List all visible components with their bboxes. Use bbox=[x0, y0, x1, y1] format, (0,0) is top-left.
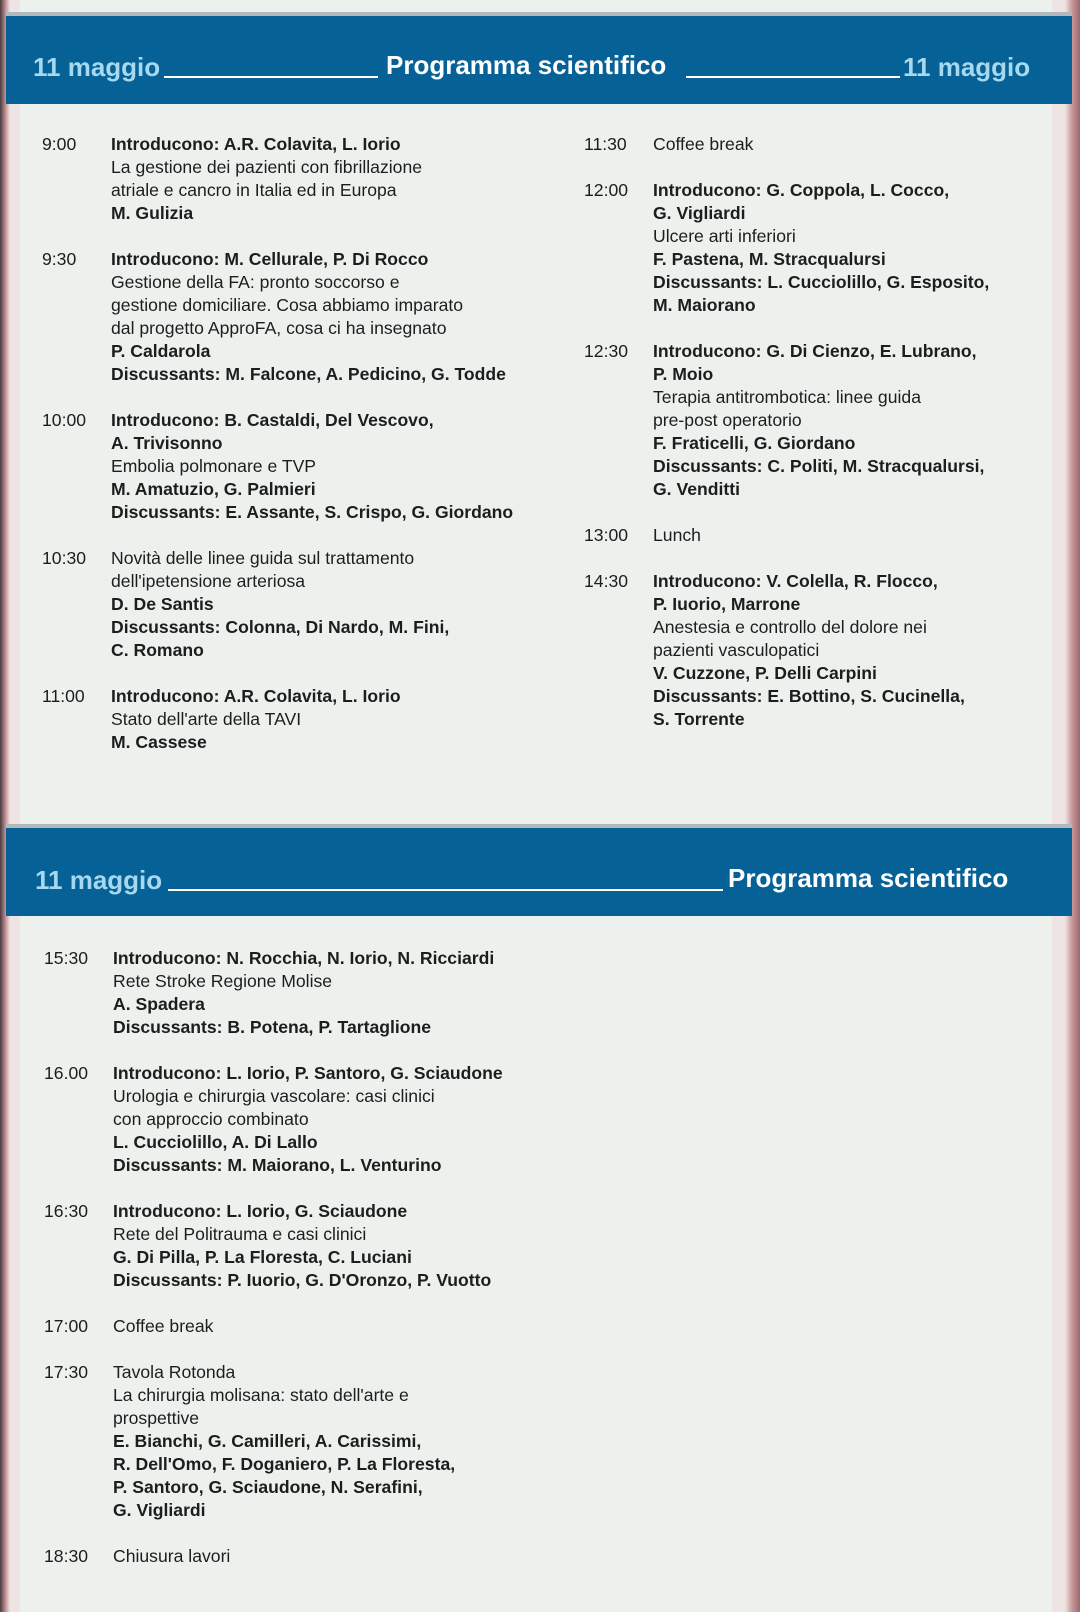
entry-speakers-line: G. Di Pilla, P. La Floresta, C. Luciani bbox=[113, 1247, 412, 1267]
entry-time: 9:00 bbox=[42, 134, 77, 154]
entry-time: 10:30 bbox=[42, 548, 87, 568]
entry-topic-line: La gestione dei pazienti con fibrillazione bbox=[111, 157, 423, 177]
program-page-2 bbox=[20, 832, 1052, 1612]
entry-speakers-line: E. Bianchi, G. Camilleri, A. Carissimi, bbox=[113, 1431, 422, 1451]
entry-body bbox=[111, 248, 562, 386]
entry-time: 17:00 bbox=[44, 1316, 89, 1336]
entry-time: 9:30 bbox=[42, 249, 77, 269]
entry-speakers-line: V. Cuzzone, P. Delli Carpini bbox=[653, 663, 877, 683]
entry-speakers-line: Discussants: Colonna, Di Nardo, M. Fini, bbox=[111, 617, 450, 637]
header-title: Programma scientifico bbox=[386, 50, 667, 80]
schedule-entry bbox=[42, 685, 562, 754]
entry-topic-line: Novità delle linee guida sul trattamento bbox=[111, 548, 415, 568]
schedule-entry bbox=[44, 1200, 584, 1292]
entry-topic-line: dell'ipetensione arteriosa bbox=[111, 571, 306, 591]
entry-speakers-line: P. Iuorio, Marrone bbox=[653, 594, 801, 614]
schedule-entry bbox=[44, 1545, 584, 1568]
entry-time: 11:30 bbox=[584, 134, 627, 154]
entry-speakers-line: Discussants: M. Falcone, A. Pedicino, G. Todde bbox=[111, 364, 506, 384]
schedule-entry bbox=[42, 133, 562, 225]
entry-topic-line: Urologia e chirurgia vascolare: casi clinici bbox=[113, 1086, 435, 1106]
entry-speakers-line: S. Torrente bbox=[653, 709, 745, 729]
entry-speakers-line: F. Pastena, M. Stracqualursi bbox=[653, 249, 886, 269]
entry-body bbox=[113, 1200, 584, 1292]
entry-time: 12:30 bbox=[584, 341, 629, 361]
entry-speakers-line: R. Dell'Omo, F. Doganiero, P. La Floresta, bbox=[113, 1454, 456, 1474]
program-column bbox=[44, 947, 584, 1591]
schedule-entry bbox=[584, 179, 1034, 317]
entry-speakers-line: A. Spadera bbox=[113, 994, 205, 1014]
entry-topic-line: Rete Stroke Regione Molise bbox=[113, 971, 333, 991]
schedule-entry bbox=[44, 1361, 584, 1522]
entry-body bbox=[653, 570, 1034, 731]
header-rule bbox=[168, 889, 723, 891]
entry-body bbox=[653, 340, 1034, 501]
entry-body bbox=[653, 524, 1034, 547]
entry-speakers-line: D. De Santis bbox=[111, 594, 214, 614]
entry-body bbox=[113, 947, 584, 1039]
entry-topic-line: Anestesia e controllo del dolore nei bbox=[653, 617, 927, 637]
schedule-entry bbox=[42, 547, 562, 662]
entry-body bbox=[113, 1545, 584, 1568]
entry-body bbox=[111, 409, 562, 524]
entry-speakers-line: Discussants: P. Iuorio, G. D'Oronzo, P. Vuotto bbox=[113, 1270, 492, 1290]
entry-body bbox=[113, 1062, 584, 1177]
entry-speakers-line: Discussants: C. Politi, M. Stracqualursi, bbox=[653, 456, 985, 476]
schedule-entry bbox=[42, 409, 562, 524]
entry-topic-line: Ulcere arti inferiori bbox=[653, 226, 796, 246]
entry-speakers-line: L. Cucciolillo, A. Di Lallo bbox=[113, 1132, 318, 1152]
schedule-entry bbox=[44, 947, 584, 1039]
entry-topic-line: pre-post operatorio bbox=[653, 410, 802, 430]
entry-topic-line: Rete del Politrauma e casi clinici bbox=[113, 1224, 367, 1244]
entry-time: 14:30 bbox=[584, 571, 629, 591]
header-day-left: 11 maggio bbox=[35, 865, 163, 895]
entry-speakers-line: A. Trivisonno bbox=[111, 433, 223, 453]
entry-topic-line: con approccio combinato bbox=[113, 1109, 309, 1129]
entry-topic-line: gestione domiciliare. Cosa abbiamo imparato bbox=[111, 295, 464, 315]
program-column-right bbox=[584, 133, 1034, 754]
schedule-entry bbox=[584, 133, 1034, 156]
entry-time: 11:00 bbox=[42, 686, 85, 706]
program-column-left bbox=[42, 133, 562, 777]
entry-speakers-line: Introducono: A.R. Colavita, L. Iorio bbox=[111, 134, 401, 154]
entry-body bbox=[653, 133, 1034, 156]
schedule-entry bbox=[584, 524, 1034, 547]
entry-body bbox=[113, 1315, 584, 1338]
entry-time: 10:00 bbox=[42, 410, 87, 430]
entry-speakers-line: Introducono: L. Iorio, P. Santoro, G. Sciaudone bbox=[113, 1063, 503, 1083]
entry-time: 18:30 bbox=[44, 1546, 89, 1566]
schedule-entry bbox=[42, 248, 562, 386]
entry-body bbox=[653, 179, 1034, 317]
header-rule-left bbox=[164, 76, 378, 78]
entry-speakers-line: Introducono: G. Coppola, L. Cocco, bbox=[653, 180, 950, 200]
entry-speakers-line: P. Caldarola bbox=[111, 341, 211, 361]
header-day-left: 11 maggio bbox=[33, 52, 161, 82]
entry-speakers-line: Introducono: L. Iorio, G. Sciaudone bbox=[113, 1201, 408, 1221]
entry-body bbox=[113, 1361, 584, 1522]
entry-speakers-line: Discussants: E. Assante, S. Crispo, G. Giordano bbox=[111, 502, 514, 522]
header-rule-right bbox=[686, 76, 900, 78]
entry-speakers-line: Introducono: B. Castaldi, Del Vescovo, bbox=[111, 410, 434, 430]
entry-topic-line: atriale e cancro in Italia ed in Europa bbox=[111, 180, 397, 200]
entry-topic-line: prospettive bbox=[113, 1408, 200, 1428]
entry-topic-line: Stato dell'arte della TAVI bbox=[111, 709, 302, 729]
entry-topic-line: Terapia antitrombotica: linee guida bbox=[653, 387, 921, 407]
entry-topic-line: La chirurgia molisana: stato dell'arte e bbox=[113, 1385, 409, 1405]
entry-topic-line: pazienti vasculopatici bbox=[653, 640, 820, 660]
entry-topic-line: dal progetto ApproFA, cosa ci ha insegnato bbox=[111, 318, 447, 338]
entry-body bbox=[111, 547, 562, 662]
header-day-right: 11 maggio bbox=[903, 52, 1031, 82]
program-header-2 bbox=[6, 828, 1072, 916]
entry-speakers-line: G. Vigliardi bbox=[653, 203, 746, 223]
entry-topic-line: Embolia polmonare e TVP bbox=[111, 456, 317, 476]
schedule-entry bbox=[44, 1062, 584, 1177]
entry-topic-line: Coffee break bbox=[653, 134, 754, 154]
entry-topic-line: Gestione della FA: pronto soccorso e bbox=[111, 272, 400, 292]
entry-speakers-line: C. Romano bbox=[111, 640, 204, 660]
entry-speakers-line: P. Moio bbox=[653, 364, 714, 384]
program-page-1 bbox=[20, 0, 1052, 826]
entry-topic-line: Coffee break bbox=[113, 1316, 214, 1336]
entry-time: 15:30 bbox=[44, 948, 89, 968]
entry-topic-line: Tavola Rotonda bbox=[113, 1362, 236, 1382]
entry-speakers-line: Introducono: M. Cellurale, P. Di Rocco bbox=[111, 249, 429, 269]
entry-time: 17:30 bbox=[44, 1362, 89, 1382]
schedule-entry bbox=[44, 1315, 584, 1338]
entry-speakers-line: M. Maiorano bbox=[653, 295, 756, 315]
entry-speakers-line: Introducono: V. Colella, R. Flocco, bbox=[653, 571, 938, 591]
entry-speakers-line: Introducono: A.R. Colavita, L. Iorio bbox=[111, 686, 401, 706]
schedule-entry bbox=[584, 340, 1034, 501]
entry-time: 13:00 bbox=[584, 525, 629, 545]
entry-body bbox=[111, 133, 562, 225]
entry-time: 12:00 bbox=[584, 180, 629, 200]
entry-speakers-line: M. Gulizia bbox=[111, 203, 194, 223]
entry-speakers-line: Introducono: G. Di Cienzo, E. Lubrano, bbox=[653, 341, 977, 361]
entry-speakers-line: Discussants: M. Maiorano, L. Venturino bbox=[113, 1155, 442, 1175]
entry-topic-line: Lunch bbox=[653, 525, 701, 545]
entry-speakers-line: G. Venditti bbox=[653, 479, 740, 499]
entry-speakers-line: Discussants: B. Potena, P. Tartaglione bbox=[113, 1017, 432, 1037]
entry-speakers-line: Discussants: E. Bottino, S. Cucinella, bbox=[653, 686, 965, 706]
program-header-1 bbox=[6, 16, 1072, 104]
entry-topic-line: Chiusura lavori bbox=[113, 1546, 231, 1566]
entry-speakers-line: Introducono: N. Rocchia, N. Iorio, N. Ricciardi bbox=[113, 948, 495, 968]
entry-speakers-line: G. Vigliardi bbox=[113, 1500, 206, 1520]
header-title: Programma scientifico bbox=[728, 863, 1009, 893]
entry-speakers-line: P. Santoro, G. Sciaudone, N. Serafini, bbox=[113, 1477, 423, 1497]
entry-time: 16.00 bbox=[44, 1063, 89, 1083]
entry-speakers-line: M. Cassese bbox=[111, 732, 207, 752]
entry-speakers-line: F. Fraticelli, G. Giordano bbox=[653, 433, 856, 453]
entry-body bbox=[111, 685, 562, 754]
schedule-entry bbox=[584, 570, 1034, 731]
entry-speakers-line: M. Amatuzio, G. Palmieri bbox=[111, 479, 316, 499]
entry-time: 16:30 bbox=[44, 1201, 89, 1221]
entry-speakers-line: Discussants: L. Cucciolillo, G. Esposito, bbox=[653, 272, 990, 292]
